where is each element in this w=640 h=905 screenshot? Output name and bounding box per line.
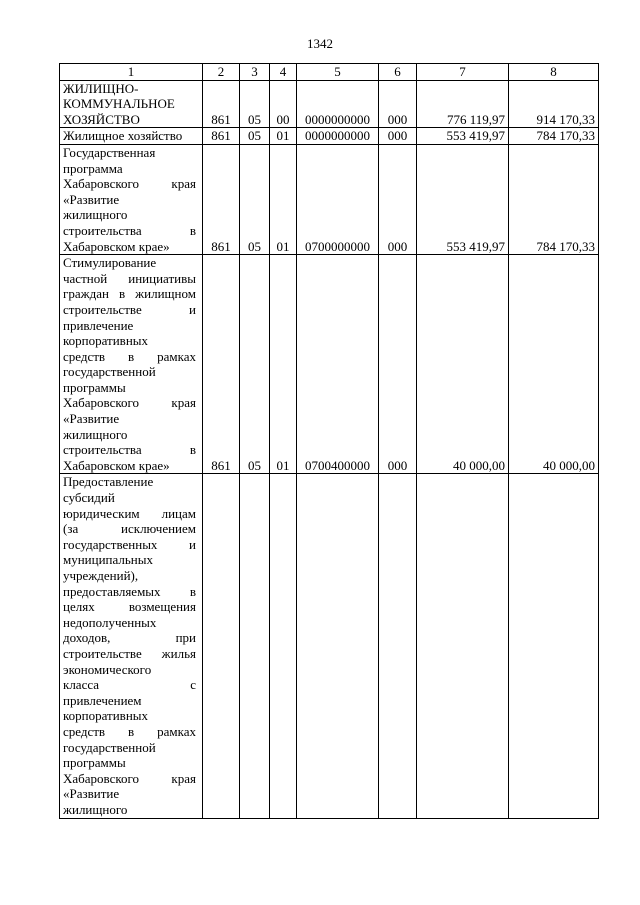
row-col7-cell: 40 000,00 <box>417 255 509 474</box>
budget-table <box>59 63 599 819</box>
row-col8-cell: 784 170,33 <box>509 144 599 254</box>
row-name-line: государственной <box>63 364 156 380</box>
row-name-line: КОММУНАЛЬНОЕ <box>63 96 175 112</box>
row-col6-cell: 000 <box>379 255 417 474</box>
header-cell: 4 <box>270 64 297 81</box>
row-col4-cell: 01 <box>270 144 297 254</box>
table-row <box>60 474 599 818</box>
row-name-line: целях возмещения <box>63 599 196 615</box>
row-col4-cell: 01 <box>270 255 297 474</box>
row-name-line: Хабаровском крае» <box>63 238 170 254</box>
row-col8-cell <box>509 474 599 818</box>
row-name-line: государственной <box>63 739 156 755</box>
row-name-line: привлечением <box>63 692 142 708</box>
row-name-line: строительства в <box>63 222 196 238</box>
row-col7-cell: 553 419,97 <box>417 128 509 145</box>
row-col5-cell: 0000000000 <box>297 128 379 145</box>
row-col2-cell: 861 <box>203 80 240 128</box>
row-name-line: Стимулирование <box>63 255 157 271</box>
row-col7-cell <box>417 474 509 818</box>
row-col7-cell: 776 119,97 <box>417 80 509 128</box>
row-name-line: недополученных <box>63 614 157 630</box>
row-col8-cell: 40 000,00 <box>509 255 599 474</box>
row-name-line: жилищного <box>63 207 128 223</box>
row-name-cell <box>60 144 203 254</box>
table-row <box>60 144 599 254</box>
row-name-line: граждан в жилищном <box>63 286 196 302</box>
header-cell: 6 <box>379 64 417 81</box>
row-name-cell <box>60 255 203 474</box>
row-col6-cell: 000 <box>379 128 417 145</box>
row-name-line: Хабаровского края <box>63 176 196 192</box>
row-name-line: субсидий <box>63 490 115 506</box>
row-name-line: муниципальных <box>63 552 154 568</box>
row-col5-cell: 0000000000 <box>297 80 379 128</box>
row-name-line: средств в рамках <box>63 348 196 364</box>
row-name-line: программа <box>63 160 123 176</box>
header-cell: 1 <box>60 64 203 81</box>
row-col3-cell <box>240 474 270 818</box>
row-col5-cell: 0700400000 <box>297 255 379 474</box>
row-col4-cell <box>270 474 297 818</box>
row-name-line: программы <box>63 755 126 771</box>
row-name-line: предоставляемых в <box>63 583 196 599</box>
table-row <box>60 80 599 128</box>
row-name-line: жилищного <box>63 801 128 817</box>
header-cell: 2 <box>203 64 240 81</box>
row-name-line: Государственная <box>63 144 156 160</box>
row-name-line: корпоративных <box>63 708 149 724</box>
header-cell: 5 <box>297 64 379 81</box>
row-name-line: Хабаровского края <box>63 395 196 411</box>
row-name-line: Жилищное хозяйство <box>63 128 183 144</box>
row-col4-cell: 01 <box>270 128 297 145</box>
row-name-line: «Развитие <box>63 191 120 207</box>
table-header-row <box>60 64 599 81</box>
row-col6-cell <box>379 474 417 818</box>
row-col2-cell: 861 <box>203 255 240 474</box>
row-col8-cell: 914 170,33 <box>509 80 599 128</box>
row-name-line: строительстве жилья <box>63 645 196 661</box>
row-col4-cell: 00 <box>270 80 297 128</box>
header-cell: 3 <box>240 64 270 81</box>
row-col2-cell <box>203 474 240 818</box>
row-name-line: юридическим лицам <box>63 505 196 521</box>
row-name-line: Хабаровском крае» <box>63 457 170 473</box>
header-cell: 7 <box>417 64 509 81</box>
row-name-cell <box>60 128 203 145</box>
row-name-line: доходов, при <box>63 630 196 646</box>
row-col3-cell: 05 <box>240 144 270 254</box>
row-name-line: «Развитие <box>63 786 120 802</box>
row-name-line: средств в рамках <box>63 723 196 739</box>
row-col5-cell <box>297 474 379 818</box>
row-name-line: ХОЗЯЙСТВО <box>63 111 140 127</box>
row-name-line: класса с <box>63 677 196 693</box>
page-number: 1342 <box>307 36 333 51</box>
row-name-line: программы <box>63 379 126 395</box>
row-col6-cell: 000 <box>379 144 417 254</box>
row-col3-cell: 05 <box>240 80 270 128</box>
table-row <box>60 128 599 145</box>
row-col5-cell: 0700000000 <box>297 144 379 254</box>
row-name-line: экономического <box>63 661 152 677</box>
row-name-line: привлечение <box>63 317 134 333</box>
row-name-line: частной инициативы <box>63 270 196 286</box>
row-name-line: строительства в <box>63 442 196 458</box>
row-name-cell <box>60 80 203 128</box>
row-name-line: «Развитие <box>63 411 120 427</box>
row-name-line: (за исключением <box>63 521 196 537</box>
table-row <box>60 255 599 474</box>
header-cell: 8 <box>509 64 599 81</box>
row-name-line: Хабаровского края <box>63 770 196 786</box>
row-col7-cell: 553 419,97 <box>417 144 509 254</box>
row-name-line: учреждений), <box>63 568 139 583</box>
row-col3-cell: 05 <box>240 255 270 474</box>
row-col6-cell: 000 <box>379 80 417 128</box>
row-name-cell <box>60 474 203 818</box>
row-name-line: Предоставление <box>63 474 154 490</box>
row-name-line: государственных и <box>63 536 196 552</box>
row-col8-cell: 784 170,33 <box>509 128 599 145</box>
row-name-line: строительстве и <box>63 301 196 317</box>
row-col2-cell: 861 <box>203 144 240 254</box>
row-name-line: жилищного <box>63 426 128 442</box>
row-name-line: ЖИЛИЩНО- <box>63 80 139 96</box>
row-col3-cell: 05 <box>240 128 270 145</box>
row-col2-cell: 861 <box>203 128 240 145</box>
row-name-line: корпоративных <box>63 333 149 349</box>
